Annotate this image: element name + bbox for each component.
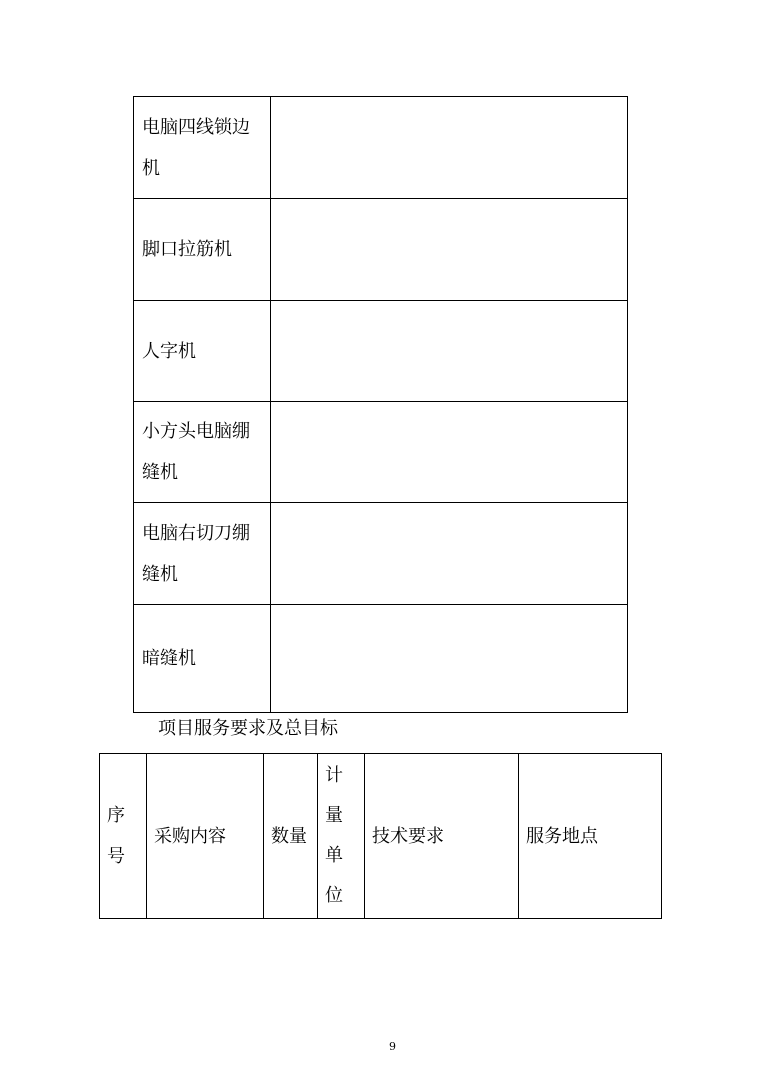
header-cell: 数量 — [264, 754, 318, 919]
equipment-name: 脚口拉筋机 — [134, 199, 271, 301]
equipment-name: 小方头电脑绷缝机 — [134, 402, 271, 503]
section-heading: 项目服务要求及总目标 — [158, 718, 338, 739]
equipment-spec — [271, 402, 628, 503]
equipment-name: 人字机 — [134, 301, 271, 402]
equipment-name: 电脑四线锁边机 — [134, 97, 271, 199]
header-cell: 计量单位 — [318, 754, 365, 919]
equipment-spec — [271, 97, 628, 199]
header-cell: 采购内容 — [147, 754, 264, 919]
table-row — [134, 402, 628, 503]
header-cell: 序号 — [100, 754, 147, 919]
header-cell: 服务地点 — [519, 754, 662, 919]
page-number: 9 — [389, 1040, 396, 1053]
table-row — [134, 301, 628, 402]
table-row — [134, 503, 628, 605]
equipment-table — [133, 96, 628, 713]
equipment-name: 电脑右切刀绷缝机 — [134, 503, 271, 605]
equipment-spec — [271, 301, 628, 402]
service-table — [99, 753, 662, 919]
table-row — [134, 605, 628, 713]
header-row — [100, 754, 662, 919]
table-row — [134, 199, 628, 301]
equipment-spec — [271, 503, 628, 605]
equipment-name: 暗缝机 — [134, 605, 271, 713]
equipment-spec — [271, 605, 628, 713]
table-row — [134, 97, 628, 199]
equipment-spec — [271, 199, 628, 301]
header-cell: 技术要求 — [365, 754, 519, 919]
